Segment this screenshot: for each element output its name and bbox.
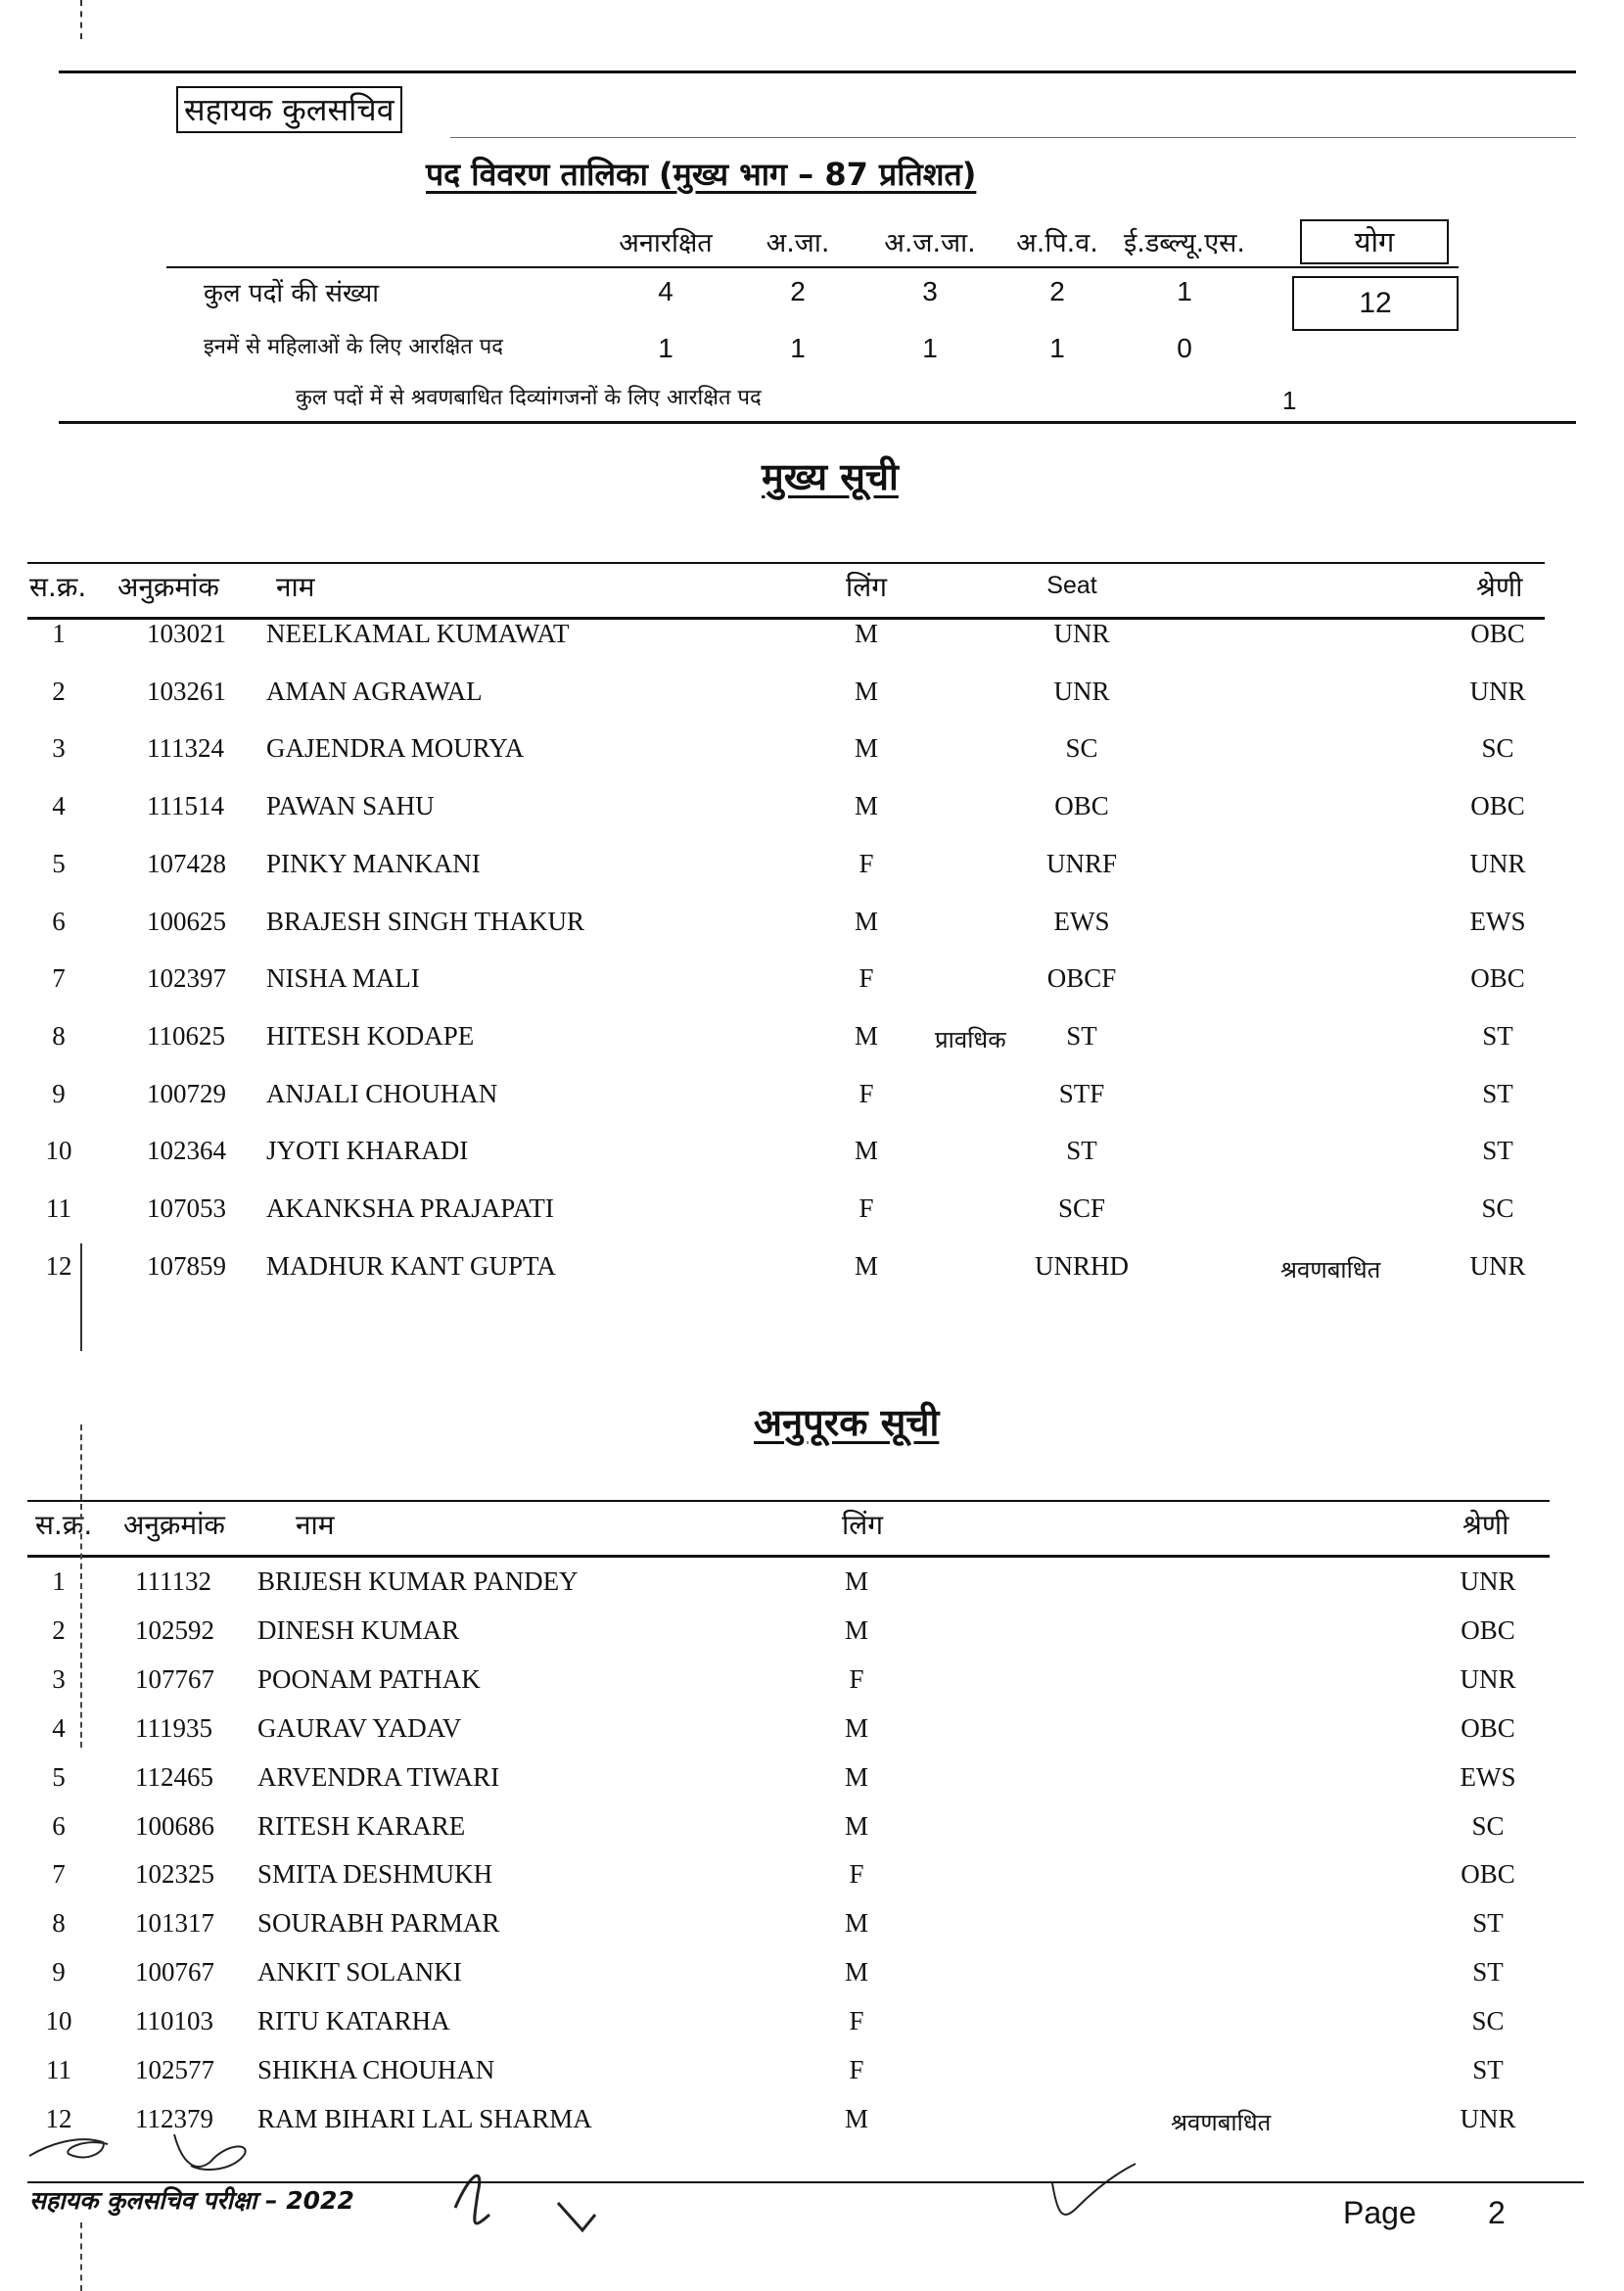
cell-name: RITESH KARARE [257, 1811, 466, 1841]
summary-label-women: इनमें से महिलाओं के लिए आरक्षित पद [204, 335, 503, 359]
cell-roll: 101317 [135, 1908, 214, 1938]
cell-gender: M [854, 1136, 878, 1165]
cell-roll: 111935 [135, 1713, 212, 1743]
cell-sno: 10 [45, 1136, 72, 1165]
cell-category: OBC [1461, 1859, 1515, 1889]
cell-note: प्रावधिक [935, 1026, 1006, 1053]
cell-sno: 12 [45, 2104, 72, 2133]
cell-gender: F [849, 1859, 864, 1889]
cell-category: SC [1481, 733, 1514, 763]
cell-gender: F [849, 2055, 864, 2084]
cell-name: BRAJESH SINGH THAKUR [266, 907, 585, 936]
footer-exam-name: सहायक कुलसचिव परीक्षा – 2022 [29, 2186, 354, 2215]
cell-name: AKANKSHA PRAJAPATI [266, 1193, 554, 1223]
summary-value: 1 [922, 333, 938, 363]
cell-gender: M [854, 791, 878, 820]
cell-category: UNR [1469, 677, 1526, 706]
cell-name: SOURABH PARMAR [257, 1908, 500, 1938]
cell-seat: ST [1066, 1136, 1097, 1165]
cell-seat: ST [1066, 1021, 1097, 1051]
cell-seat: UNR [1053, 677, 1110, 706]
cell-gender: M [854, 907, 878, 936]
cell-roll: 103261 [147, 677, 226, 706]
cell-name: GAJENDRA MOURYA [266, 733, 525, 763]
cell-category: ST [1472, 1908, 1504, 1938]
cell-roll: 111324 [147, 733, 224, 763]
summary-label-total: कुल पदों की संख्या [204, 279, 380, 308]
header-sno: स.क्र. [29, 571, 87, 603]
cell-seat: EWS [1053, 907, 1110, 936]
cell-category: UNR [1460, 1566, 1516, 1596]
summary-label-hearing: कुल पदों में से श्रवणबाधित दिव्यांगजनों के लिए आरक्षित पद [296, 386, 762, 410]
cell-roll: 100767 [135, 1957, 214, 1987]
footer-page-label: Page [1343, 2195, 1416, 2230]
cell-gender: M [854, 619, 878, 648]
header-roll: अनुक्रमांक [123, 1509, 225, 1541]
cell-category: ST [1472, 2055, 1504, 2084]
cell-name: AMAN AGRAWAL [266, 677, 483, 706]
cell-gender: M [844, 1615, 868, 1645]
cell-roll: 107053 [147, 1193, 226, 1223]
cell-sno: 4 [52, 1713, 66, 1743]
cell-category: OBC [1461, 1713, 1515, 1743]
summary-value: 1 [658, 333, 673, 363]
cell-name: RITU KATARHA [257, 2006, 450, 2035]
cell-name: POONAM PATHAK [257, 1664, 481, 1694]
cell-seat: SC [1065, 733, 1098, 763]
cell-gender: M [854, 1251, 878, 1281]
main-list-header-rule [27, 617, 1545, 620]
cell-name: ANJALI CHOUHAN [266, 1079, 498, 1108]
margin-mark [80, 0, 82, 39]
cell-gender: M [844, 2104, 868, 2133]
cell-gender: F [858, 963, 874, 993]
header-category: श्रेणी [1462, 1509, 1509, 1541]
cell-category: SC [1481, 1193, 1514, 1223]
cell-roll: 102592 [135, 1615, 214, 1645]
cell-roll: 100686 [135, 1811, 214, 1841]
cell-roll: 107767 [135, 1664, 214, 1694]
cell-seat: UNRF [1045, 849, 1118, 878]
cell-roll: 112465 [135, 1762, 213, 1792]
summary-hearing-value: 1 [1282, 386, 1297, 415]
summary-value: 1 [790, 333, 806, 363]
cell-roll: 100625 [147, 907, 226, 936]
cell-gender: F [858, 1193, 874, 1223]
cell-category: OBC [1470, 619, 1525, 648]
cell-gender: F [858, 849, 874, 878]
cell-category: UNR [1469, 1251, 1526, 1281]
col-ews: ई.डब्ल्यू.एस. [1123, 228, 1245, 258]
cell-name: PAWAN SAHU [266, 791, 435, 820]
cell-category: SC [1471, 1811, 1505, 1841]
cell-roll: 100729 [147, 1079, 226, 1108]
margin-mark [80, 1425, 82, 1748]
cell-sno: 9 [52, 1079, 66, 1108]
cell-name: MADHUR KANT GUPTA [266, 1251, 556, 1281]
summary-value: 0 [1177, 333, 1192, 363]
table-title: पद विवरण तालिका (मुख्य भाग – 87 प्रतिशत) [426, 156, 977, 193]
cell-name: GAURAV YADAV [257, 1713, 462, 1743]
cell-name: JYOTI KHARADI [266, 1136, 469, 1165]
supp-list-header-rule [27, 1555, 1550, 1558]
col-st: अ.ज.जा. [884, 228, 976, 258]
header-name: नाम [296, 1509, 335, 1541]
cell-remark: श्रवणबाधित [1280, 1256, 1381, 1284]
supp-list-top-rule [27, 1500, 1550, 1502]
summary-bottom-rule [59, 421, 1576, 424]
supplementary-list-title: अनुपूरक सूची [754, 1401, 940, 1444]
cell-name: DINESH KUMAR [257, 1615, 460, 1645]
summary-value: 1 [1049, 333, 1065, 363]
cell-gender: M [844, 1566, 868, 1596]
cell-roll: 111514 [147, 791, 224, 820]
cell-sno: 3 [52, 1664, 66, 1694]
cell-gender: M [854, 677, 878, 706]
cell-sno: 2 [52, 677, 66, 706]
cell-gender: F [858, 1079, 874, 1108]
cell-gender: M [844, 1762, 868, 1792]
cell-sno: 6 [52, 1811, 66, 1841]
cell-name: NISHA MALI [266, 963, 420, 993]
cell-category: ST [1472, 1957, 1504, 1987]
cell-seat: OBC [1054, 791, 1109, 820]
cell-gender: M [854, 733, 878, 763]
header-sno: स.क्र. [35, 1509, 93, 1541]
margin-mark [80, 1243, 82, 1351]
cell-sno: 9 [52, 1957, 66, 1987]
cell-name: NEELKAMAL KUMAWAT [266, 619, 570, 648]
cell-sno: 5 [52, 1762, 66, 1792]
cell-name: HITESH KODAPE [266, 1021, 475, 1051]
header-gender: लिंग [842, 1509, 884, 1541]
cell-seat: SCF [1057, 1193, 1106, 1223]
cell-gender: F [849, 1664, 864, 1694]
summary-total-box: 12 [1292, 276, 1459, 331]
cell-gender: M [844, 1811, 868, 1841]
cell-sno: 3 [52, 733, 66, 763]
cell-gender: M [854, 1021, 878, 1051]
cell-category: UNR [1460, 1664, 1516, 1694]
cell-name: PINKY MANKANI [266, 849, 481, 878]
cell-roll: 102397 [147, 963, 226, 993]
header-roll: अनुक्रमांक [117, 571, 219, 603]
cell-category: ST [1482, 1021, 1513, 1051]
cell-name: SMITA DESHMUKH [257, 1859, 493, 1889]
col-sc: अ.जा. [766, 228, 830, 258]
cell-roll: 102577 [135, 2055, 214, 2084]
header-thin-rule [450, 137, 1576, 138]
cell-roll: 110103 [135, 2006, 213, 2035]
main-list-top-rule [27, 562, 1545, 564]
col-unreserved: अनारक्षित [619, 228, 713, 258]
cell-sno: 7 [52, 1859, 66, 1889]
cell-roll: 102325 [135, 1859, 214, 1889]
col-obc: अ.पि.व. [1016, 228, 1098, 258]
summary-value: 2 [1049, 276, 1065, 306]
summary-value: 2 [790, 276, 806, 306]
cell-sno: 8 [52, 1908, 66, 1938]
cell-seat: UNRHD [1034, 1251, 1129, 1281]
cell-gender: M [844, 1713, 868, 1743]
cell-sno: 6 [52, 907, 66, 936]
cell-sno: 7 [52, 963, 66, 993]
col-total: योग [1300, 219, 1449, 264]
summary-header-rule [166, 266, 1459, 268]
cell-roll: 111132 [135, 1566, 211, 1596]
signature-marks [10, 2105, 1184, 2242]
cell-gender: F [849, 2006, 864, 2035]
cell-category: UNR [1460, 2104, 1516, 2133]
top-rule [59, 70, 1576, 73]
header-category: श्रेणी [1476, 571, 1523, 603]
cell-name: SHIKHA CHOUHAN [257, 2055, 495, 2084]
cell-sno: 5 [52, 849, 66, 878]
cell-name: ARVENDRA TIWARI [257, 1762, 500, 1792]
cell-name: ANKIT SOLANKI [257, 1957, 462, 1987]
cell-name: BRIJESH KUMAR PANDEY [257, 1566, 579, 1596]
cell-roll: 110625 [147, 1021, 225, 1051]
cell-sno: 11 [46, 1193, 71, 1223]
cell-roll: 102364 [147, 1136, 226, 1165]
cell-category: UNR [1469, 849, 1526, 878]
cell-sno: 12 [45, 1251, 72, 1281]
cell-sno: 11 [46, 2055, 71, 2084]
cell-sno: 1 [52, 619, 66, 648]
cell-seat: STF [1058, 1079, 1105, 1108]
cell-gender: M [844, 1908, 868, 1938]
cell-roll: 112379 [135, 2104, 213, 2133]
cell-category: ST [1482, 1079, 1513, 1108]
cell-category: ST [1482, 1136, 1513, 1165]
header-seat: Seat [1046, 572, 1097, 599]
cell-category: OBC [1470, 791, 1525, 820]
summary-value: 3 [922, 276, 938, 306]
cell-name: RAM BIHARI LAL SHARMA [257, 2104, 592, 2133]
cell-gender: M [844, 1957, 868, 1987]
cell-category: EWS [1469, 907, 1526, 936]
cell-roll: 107428 [147, 849, 226, 878]
summary-value: 4 [658, 276, 673, 306]
main-list-title: मुख्य सूची [762, 455, 899, 498]
cell-category: OBC [1470, 963, 1525, 993]
cell-sno: 1 [52, 1566, 66, 1596]
cell-sno: 10 [45, 2006, 72, 2035]
header-name: नाम [276, 571, 315, 603]
cell-category: SC [1471, 2006, 1505, 2035]
cell-roll: 103021 [147, 619, 226, 648]
cell-sno: 8 [52, 1021, 66, 1051]
cell-seat: UNR [1053, 619, 1110, 648]
header-gender: लिंग [845, 571, 887, 603]
cell-roll: 107859 [147, 1251, 226, 1281]
summary-value: 1 [1177, 276, 1192, 306]
cell-remark: श्रवणबाधित [1171, 2109, 1272, 2136]
cell-sno: 4 [52, 791, 66, 820]
cell-category: EWS [1460, 1762, 1516, 1792]
cell-category: OBC [1461, 1615, 1515, 1645]
cell-seat: OBCF [1046, 963, 1117, 993]
cell-sno: 2 [52, 1615, 66, 1645]
post-name: सहायक कुलसचिव [176, 86, 402, 133]
footer-page-number: 2 [1488, 2195, 1506, 2230]
